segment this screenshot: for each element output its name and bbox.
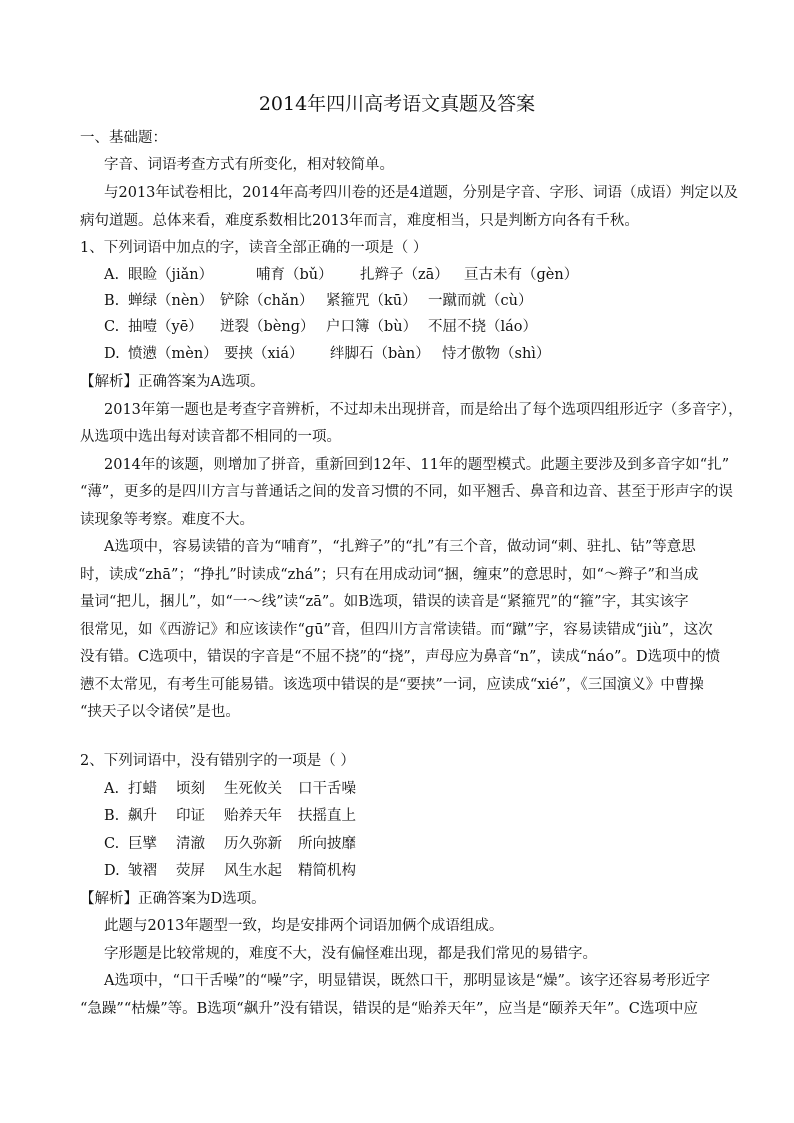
question-stem: 1、下列词语中加点的字，读音全部正确的一项是（ ） xyxy=(80,240,428,256)
option-item: 迸裂（bènɡ） xyxy=(220,319,315,335)
option-item: 眼睑（jiǎn） xyxy=(128,267,214,283)
analysis-line: 从选项中选出每对读音都不相同的一项。 xyxy=(80,429,341,445)
option-row xyxy=(104,835,356,853)
analysis-line: 2013年第一题也是考查字音辨析，不过却未出现拼音，而是给出了每个选项四组形近字（多音字）， xyxy=(104,402,743,418)
option-letter: A. xyxy=(104,781,120,797)
option-item: 亘古未有（ɡèn） xyxy=(464,267,579,283)
intro-line: 病句道题。总体来看，难度系数相比2013年而言，难度相当，只是判断方向各有千秋。 xyxy=(80,213,639,229)
option-letter: D. xyxy=(104,863,120,879)
option-item: 清澈 xyxy=(176,836,205,852)
option-item: 所向披靡 xyxy=(298,836,356,852)
option-item: 愤懑（mèn） xyxy=(128,346,218,362)
option-item: 绊脚石（bàn） xyxy=(330,346,430,362)
option-item: 打蜡 xyxy=(128,781,157,797)
page-title: 2014年四川高考语文真题及答案 xyxy=(258,93,536,115)
option-item: 铲除（chǎn） xyxy=(220,293,314,309)
option-item: 荧屏 xyxy=(176,863,205,879)
analysis-line: “挟天子以令诸侯”是也。 xyxy=(80,704,240,720)
option-item: 紧箍咒（kū） xyxy=(326,293,417,309)
option-item: 抽噎（yē） xyxy=(128,319,203,335)
analysis-line: 很常见，如《西游记》和应该读作“ɡū”音，但四川方言常读错。而“蹴”字，容易读错成“jiù”，这次 xyxy=(80,622,713,638)
option-row xyxy=(104,266,578,284)
analysis-line: A选项中，“口干舌噪”的“噪”字，明显错误，既然口干，那明显该是“燥”。该字还容易考形近字 xyxy=(104,973,710,989)
option-row xyxy=(104,292,532,310)
section-heading: 一、基础题： xyxy=(80,130,167,146)
option-letter: B. xyxy=(104,293,120,309)
option-item: 飙升 xyxy=(128,808,157,824)
option-item: 要挟（xiá） xyxy=(224,346,304,362)
analysis-line: 2014年的该题，则增加了拼音，重新回到12年、11年的题型模式。此题主要涉及到多音字如“扎” xyxy=(104,457,730,473)
option-item: 生死攸关 xyxy=(224,781,282,797)
option-letter: B. xyxy=(104,808,120,824)
option-row xyxy=(104,862,356,880)
option-item: 恃才傲物（shì） xyxy=(442,346,551,362)
option-item: 皱褶 xyxy=(128,863,157,879)
option-row xyxy=(104,345,550,363)
intro-line: 与2013年试卷相比，2014年高考四川卷的还是4道题，分别是字音、字形、词语（成语）判定以及 xyxy=(104,185,739,201)
option-item: 贻养天年 xyxy=(224,808,282,824)
analysis-line: “急躁”“枯燥”等。B选项“飙升”没有错误，错误的是“贻养天年”，应当是“颐养天年”。C选项中应 xyxy=(80,1001,698,1017)
question-stem: 2、下列词语中，没有错别字的一项是（ ） xyxy=(80,753,355,769)
option-row xyxy=(104,780,356,798)
option-item: 哺育（bǔ） xyxy=(256,267,333,283)
option-item: 精简机构 xyxy=(298,863,356,879)
option-row xyxy=(104,318,537,336)
option-item: 历久弥新 xyxy=(224,836,282,852)
analysis-line: “薄”，更多的是四川方言与普通话之间的发音习惯的不同，如平翘舌、鼻音和边音、甚至于形声字的误 xyxy=(80,484,733,500)
analysis-line: 时，读成“zhā”；“挣扎”时读成“zhá”；只有在用成动词“捆，缠束”的意思时，如“～辫子”和当成 xyxy=(80,567,699,583)
option-letter: A. xyxy=(104,267,120,283)
option-item: 风生水起 xyxy=(224,863,282,879)
option-letter: D. xyxy=(104,346,120,362)
option-item: 口干舌噪 xyxy=(298,781,356,797)
analysis-line: 读现象等考察。难度不大。 xyxy=(80,512,254,528)
answer-line: 【解析】正确答案为A选项。 xyxy=(80,374,265,390)
analysis-line: 字形题是比较常规的，难度不大，没有偏怪难出现，都是我们常见的易错字。 xyxy=(104,946,597,962)
analysis-line: 没有错。C选项中，错误的字音是“不屈不挠”的“挠”，声母应为鼻音“n”，读成“náo”。D选项中的愤 xyxy=(80,649,721,665)
answer-line: 【解析】正确答案为D选项。 xyxy=(80,891,266,907)
option-item: 印证 xyxy=(176,808,205,824)
option-item: 扎辫子（zā） xyxy=(360,267,449,283)
option-item: 蝉绿（nèn） xyxy=(128,293,214,309)
option-item: 顷刻 xyxy=(176,781,205,797)
option-item: 户口簿（bù） xyxy=(326,319,418,335)
option-item: 不屈不挠（láo） xyxy=(428,319,538,335)
analysis-line: 懑不太常见，有考生可能易错。该选项中错误的是“要挟”一词，应读成“xié”，《三国演义》中曹操 xyxy=(80,677,704,693)
option-item: 扶摇直上 xyxy=(298,808,356,824)
option-letter: C. xyxy=(104,319,120,335)
option-item: 巨擘 xyxy=(128,836,157,852)
intro-line: 字音、词语考查方式有所变化，相对较简单。 xyxy=(104,157,394,173)
option-letter: C. xyxy=(104,836,120,852)
analysis-line: 量词“把儿，捆儿”，如“一～线”读“zā”。如B选项，错误的读音是“紧箍咒”的“箍”字，其实该字 xyxy=(80,594,689,610)
analysis-line: A选项中，容易读错的音为“哺育”，“扎辫子”的“扎”有三个音，做动词“刺、驻扎、钻”等意思 xyxy=(104,539,696,555)
option-row xyxy=(104,807,356,825)
analysis-line: 此题与2013年题型一致，均是安排两个词语加俩个成语组成。 xyxy=(104,918,504,934)
option-item: 一蹴而就（cù） xyxy=(428,293,533,309)
